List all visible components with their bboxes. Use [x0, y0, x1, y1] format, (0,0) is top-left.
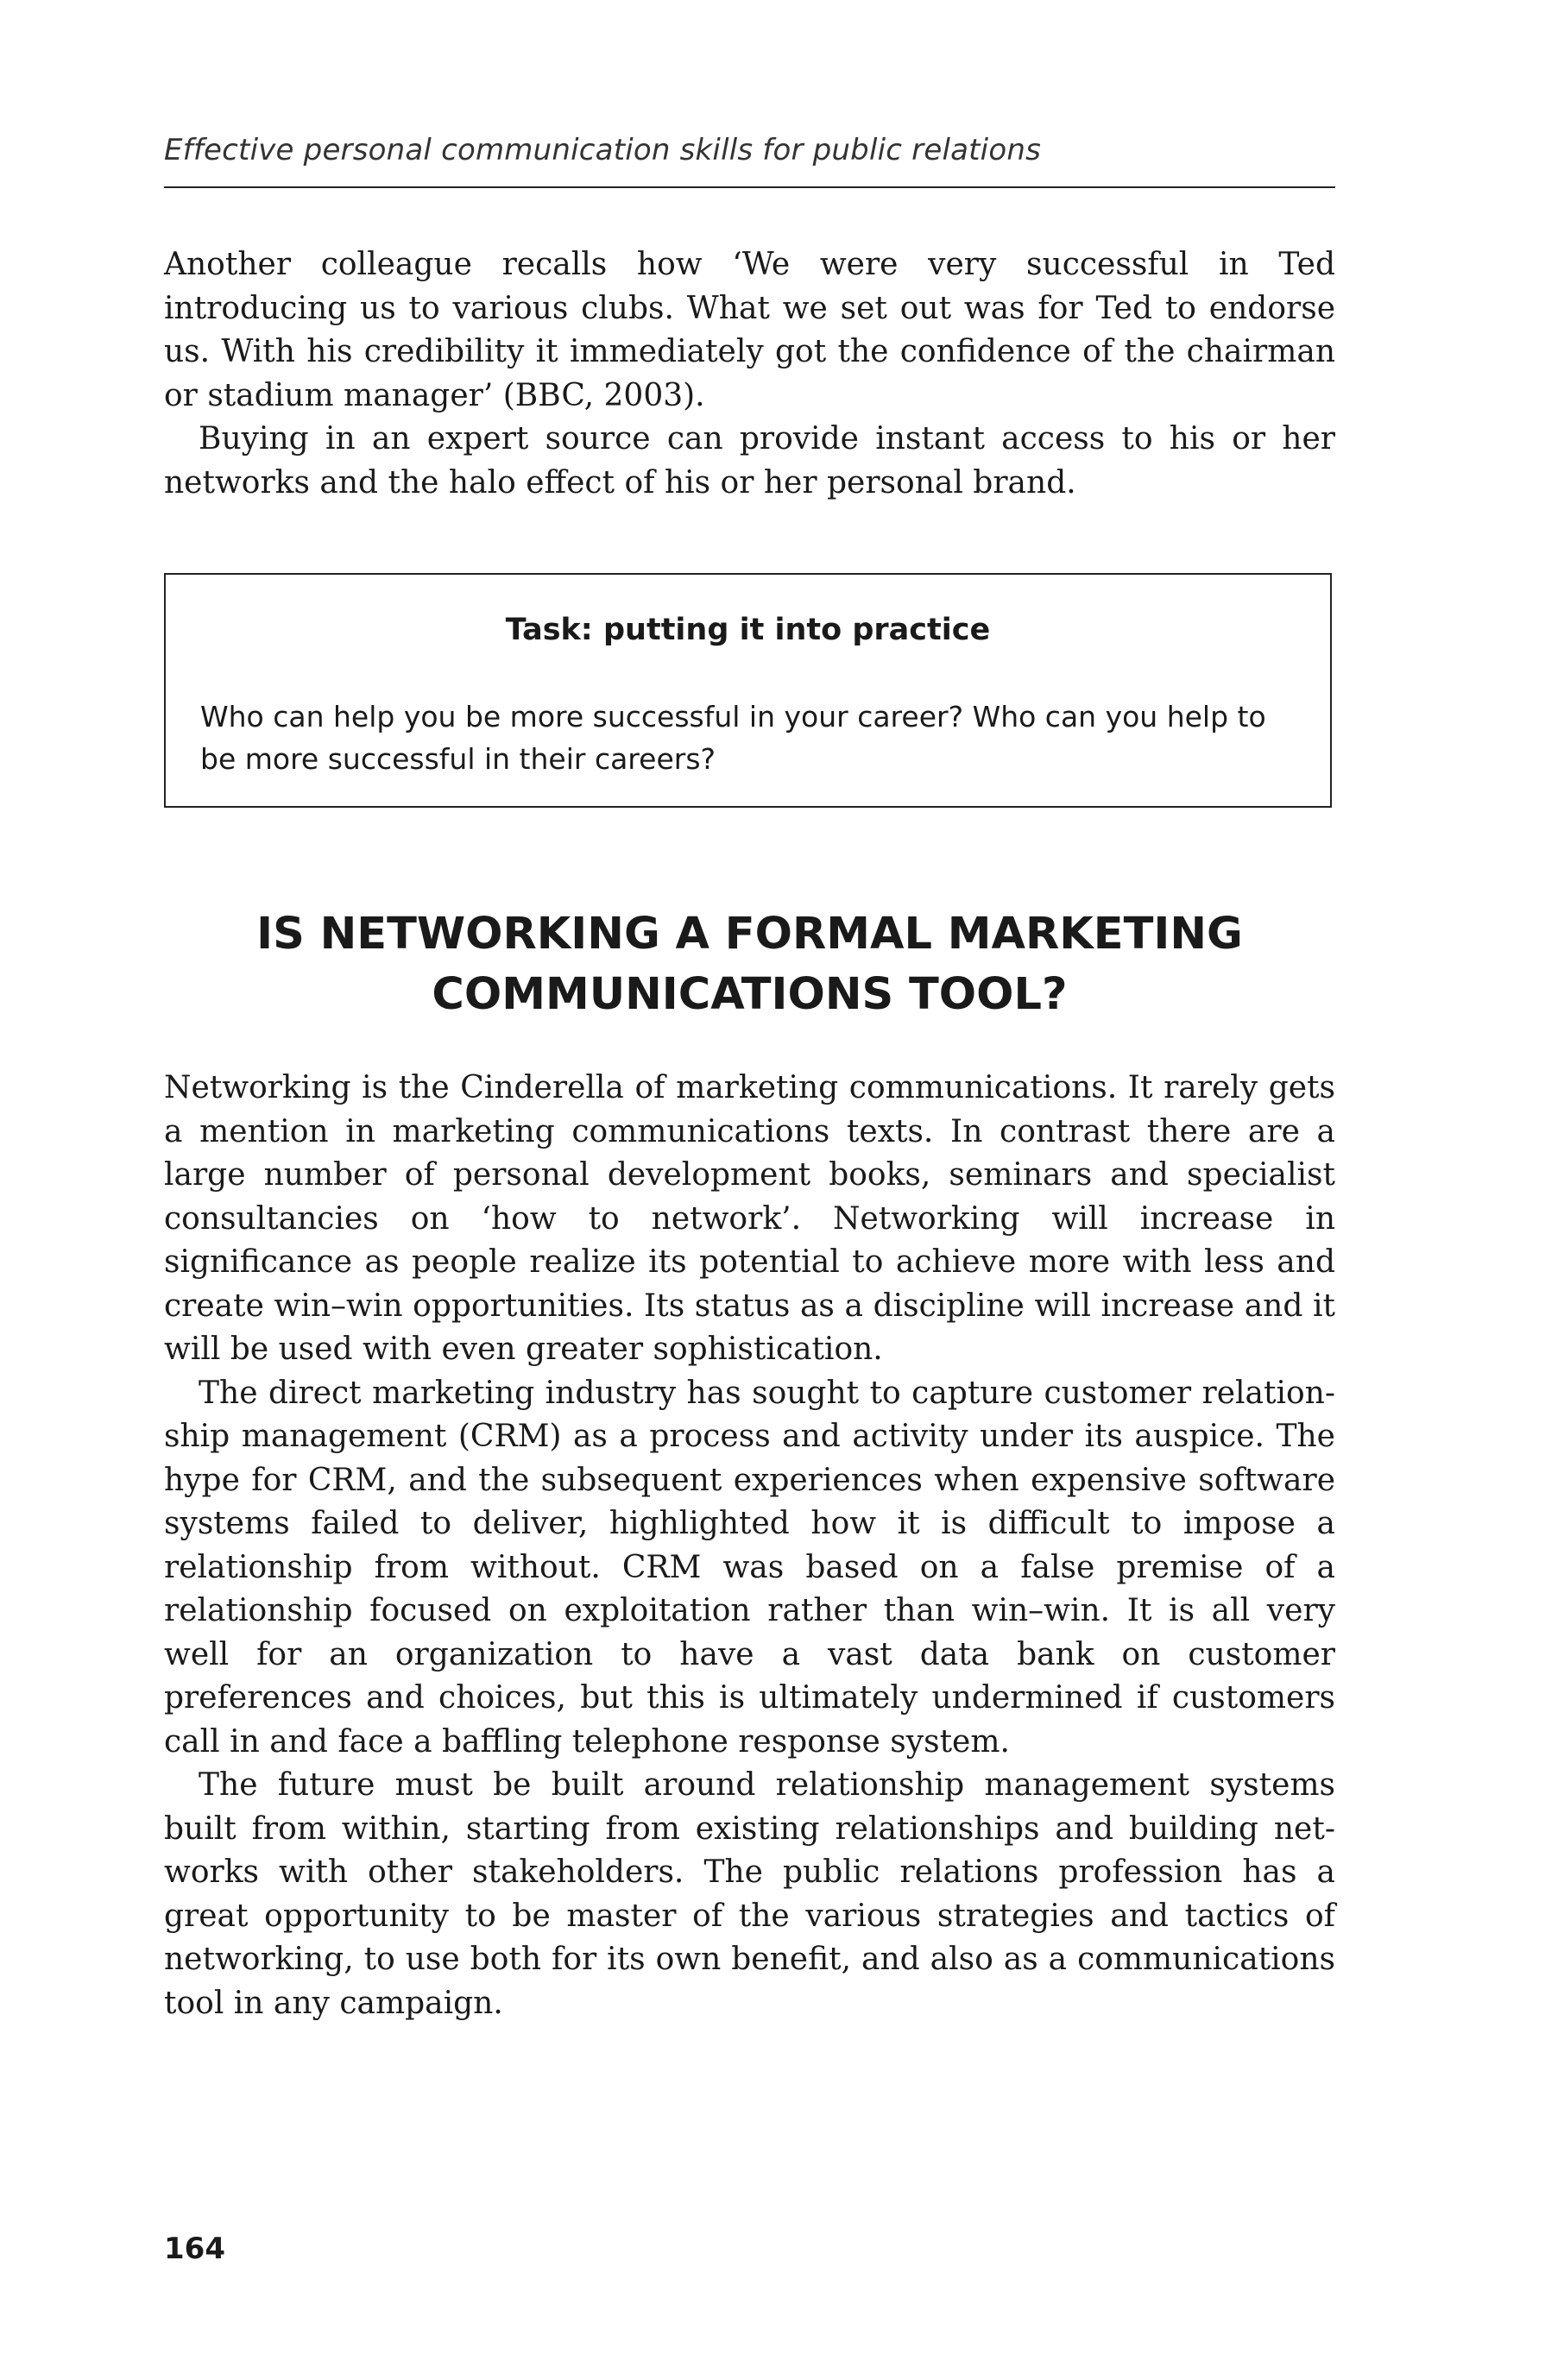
- section-paragraph-1: Networking is the Cinderella of marketing communications. It rarely gets a mention in marketing communications texts. In contrast there are a large number of personal development books, seminars and specialist consultancies on ‘how to network’. Networking will increase in significance as people realize its potential to achieve more with less and create win–win opportunities. Its status as a discipline will increase and it will be used with even greater sophistication.: [164, 1070, 1335, 1367]
- task-box: [164, 573, 1332, 808]
- intro-paragraph-1: Another colleague recalls how ‘We were very successful in Ted introducing us to various clubs. What we set out was for Ted to endorse us. With his credibility it immediately got the confidence of the chairman or stadium manager’ (BBC, 2003).: [164, 247, 1335, 413]
- book-page: [164, 0, 1335, 2380]
- task-box-title: Task: putting it into practice: [505, 613, 991, 647]
- section-heading-line-2: COMMUNICATIONS TOOL?: [432, 969, 1068, 1020]
- header-rule: [164, 186, 1335, 188]
- intro-text-block: [164, 243, 1335, 505]
- section-paragraph-3: The future must be built around relationship management systems built from within, starting from existing relationships and building networks with other stakeholders. The public relations profession has a great opportunity to be master of the various strategies and tactics of networking, to use both for its own benefit, and also as a communications tool in any campaign.: [164, 1767, 1335, 2021]
- section-heading-line-1: IS NETWORKING A FORMAL MARKETING: [256, 909, 1243, 960]
- page-number: 164: [164, 2232, 225, 2266]
- section-heading: [164, 904, 1335, 1025]
- task-box-body: Who can help you be more successful in your career? Who can you help to be more successful in their careers?: [200, 700, 1266, 776]
- section-text-block: [164, 1067, 1335, 2025]
- section-paragraph-2: The direct marketing industry has sought to capture customer relationship management (CRM) as a process and activity under its auspice. The hype for CRM, and the subsequent experiences when expensive software systems failed to deliver, highlighted how it is difficult to impose a relationship from without. CRM was based on a false premise of a relationship focused on exploitation rather than win–win. It is all very well for an organization to have a vast data bank on customer preferences and choices, but this is ultimately undermined if customers call in and face a baffling telephone response system.: [164, 1375, 1335, 1760]
- intro-paragraph-2: Buying in an expert source can provide instant access to his or her networks and the halo effect of his or her personal brand.: [164, 421, 1335, 501]
- running-head: Effective personal communication skills for public relations: [164, 133, 1041, 167]
